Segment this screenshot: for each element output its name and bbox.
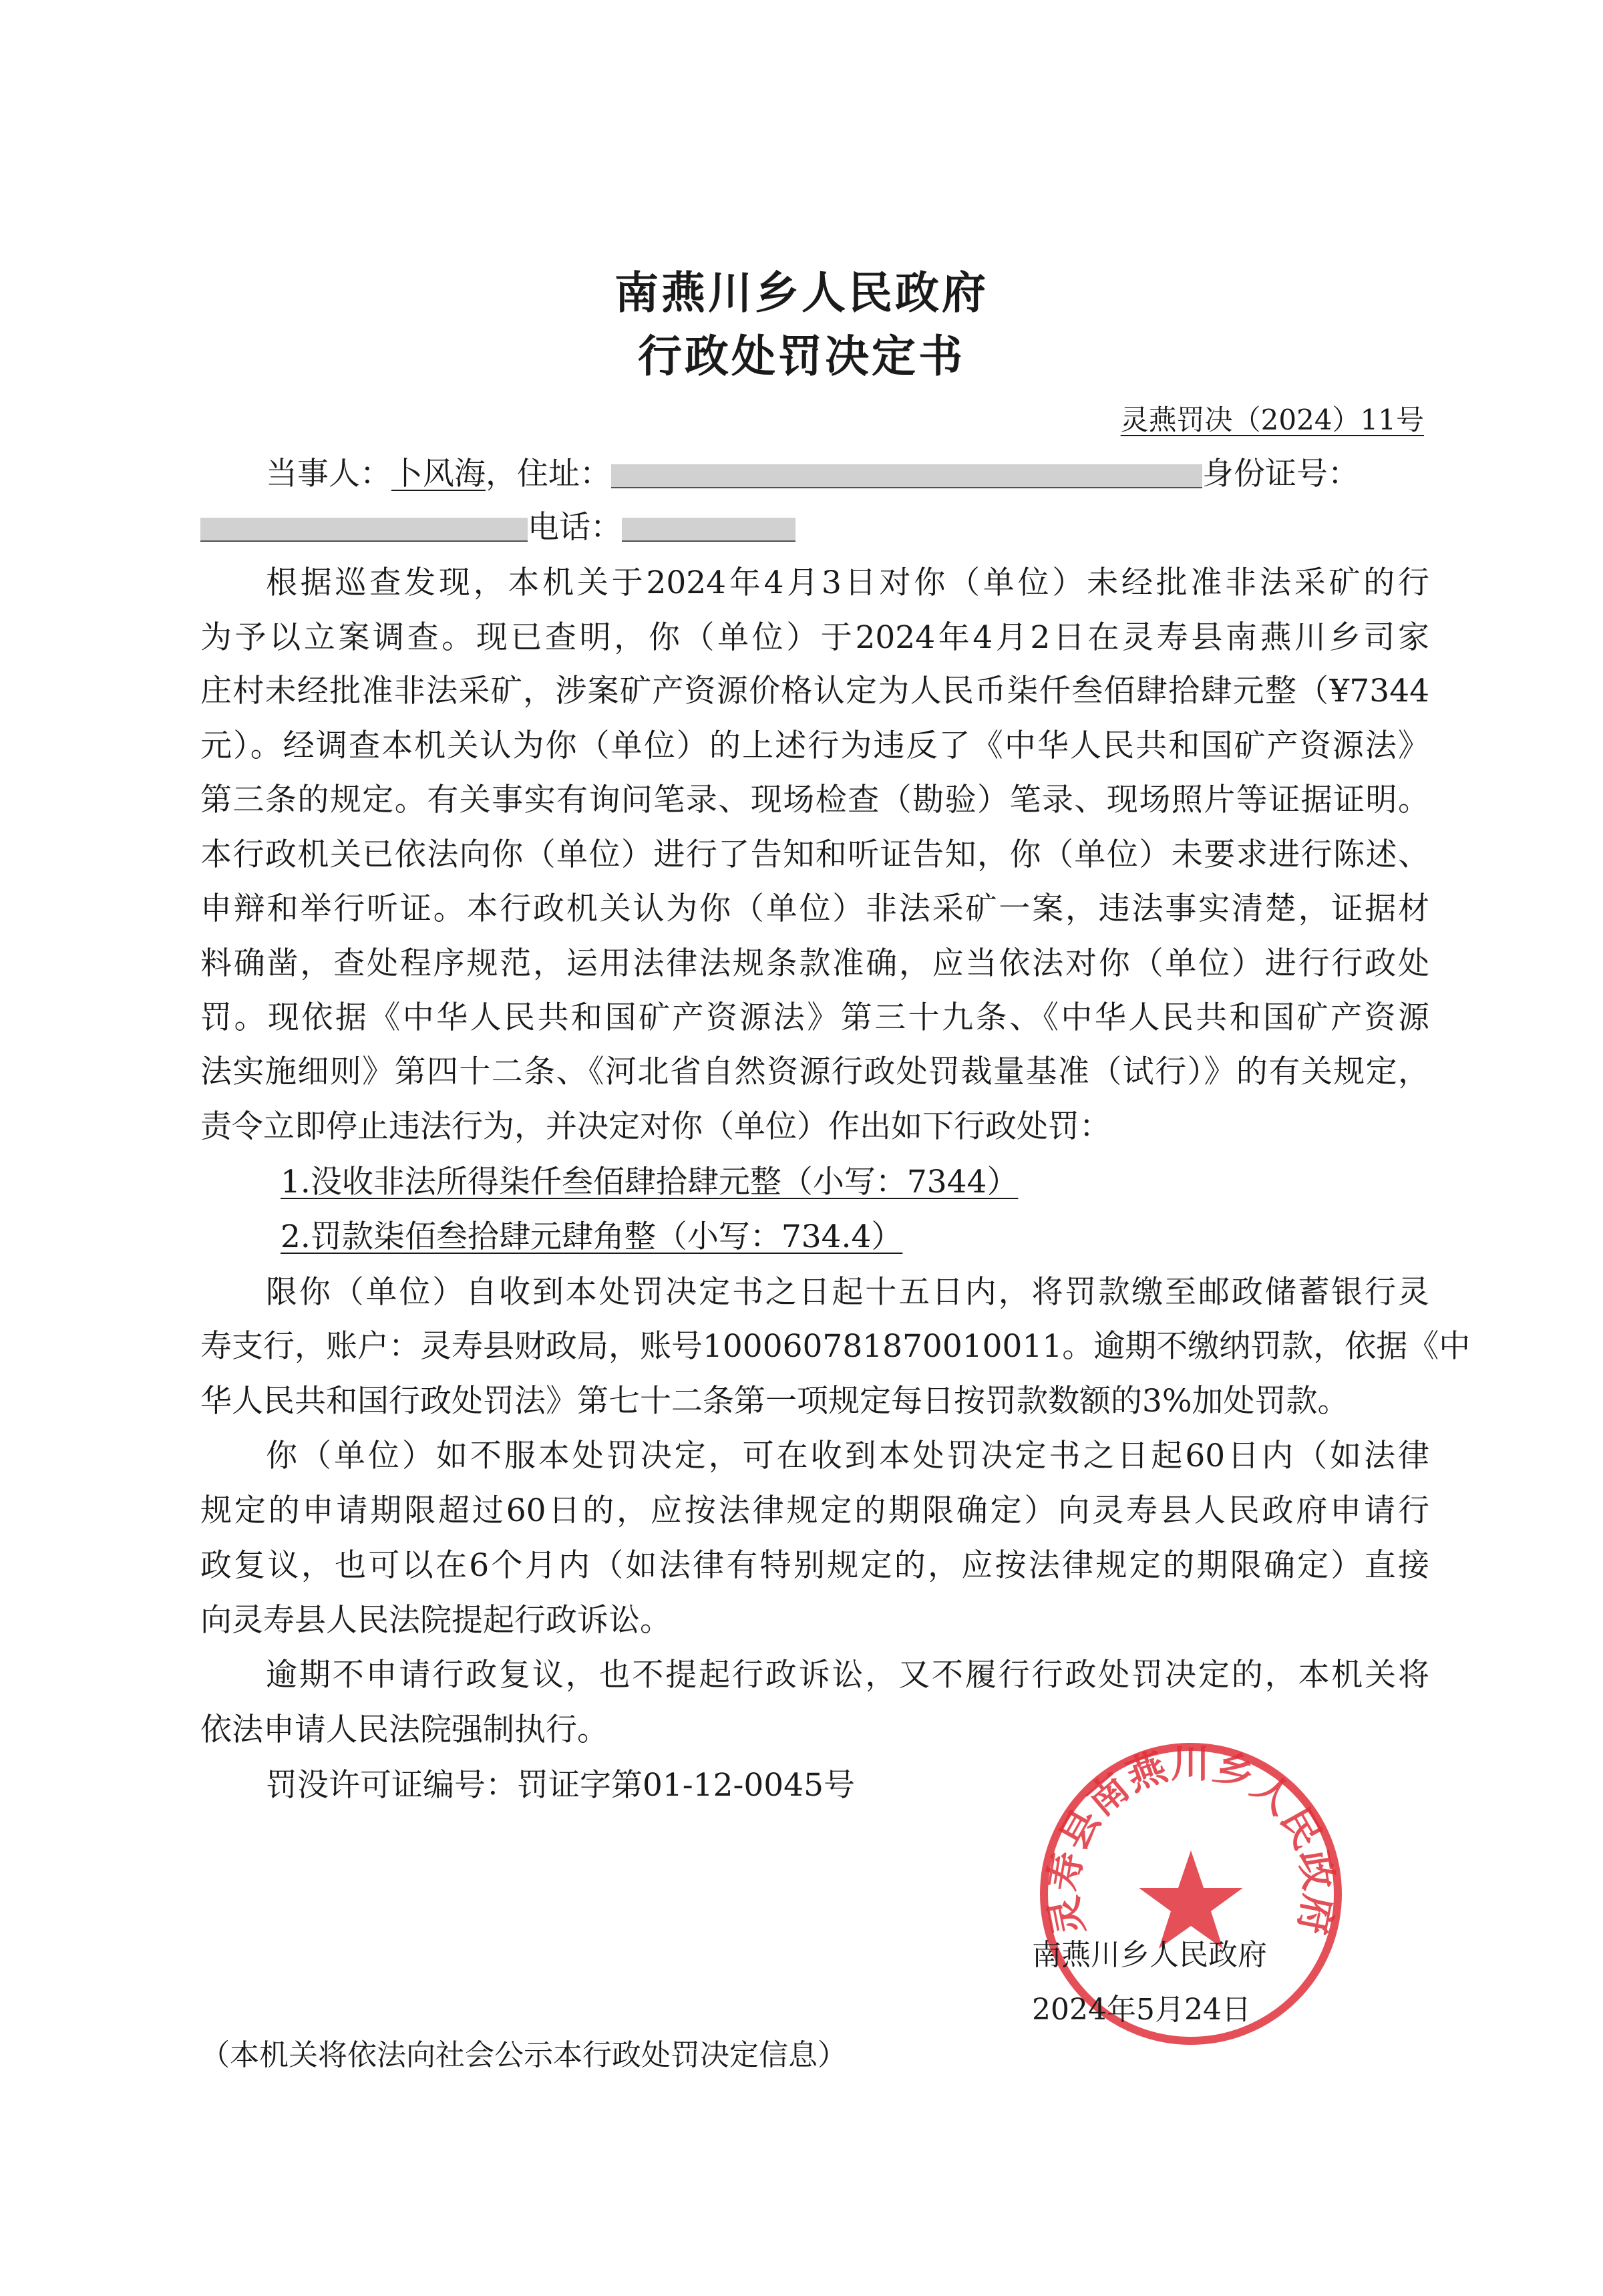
para1-line2: 为予以立案调查。现已查明，你（单位）于2024年4月2日在灵寿县南燕川乡司家	[200, 619, 1429, 656]
para2-line3: 华人民共和国行政处罚法》第七十二条第一项规定每日按罚款数额的3%加处罚款。	[200, 1383, 1349, 1420]
para1-line8: 料确凿，查处程序规范，运用法律法规条款准确，应当依法对你（单位）进行行政处	[200, 945, 1429, 982]
publicity-note: （本机关将依法向社会公示本行政处罚决定信息）	[200, 2038, 847, 2072]
party-line-2	[200, 508, 1429, 548]
address-label: ，住址：	[486, 456, 611, 492]
party-name: 卜风海	[391, 456, 486, 492]
para4-line2: 依法申请人民法院强制执行。	[200, 1711, 608, 1748]
seal-text: 灵寿县南燕川乡人民政府	[1040, 1741, 1342, 1940]
para3-line4: 向灵寿县人民法院提起行政诉讼。	[200, 1602, 671, 1639]
signature-org: 南燕川乡人民政府	[1032, 1938, 1267, 1972]
para1-line5: 第三条的规定。有关事实有询问笔录、现场检查（勘验）笔录、现场照片等证据证明。	[200, 782, 1429, 818]
document-title-org: 南燕川乡人民政府	[614, 267, 989, 319]
para4-line1: 逾期不申请行政复议，也不提起行政诉讼，又不履行行政处罚决定的，本机关将	[266, 1657, 1429, 1693]
permit-number: 罚没许可证编号：罚证字第01-12-0045号	[266, 1767, 855, 1804]
para3-line1: 你（单位）如不服本处罚决定，可在收到本处罚决定书之日起60日内（如法律	[266, 1438, 1429, 1474]
para2-line1: 限你（单位）自收到本处罚决定书之日起十五日内，将罚款缴至邮政储蓄银行灵	[266, 1274, 1429, 1311]
penalty-item-2: 2.罚款柒佰叁拾肆元肆角整（小写：734.4）	[281, 1218, 903, 1255]
party-line	[266, 454, 1495, 494]
para1-line3: 庄村未经批准非法采矿，涉案矿产资源价格认定为人民币柒仟叁佰肆拾肆元整（¥7344	[200, 673, 1429, 709]
para2-line2: 寿支行，账户：灵寿县财政局，账号100060781870010011。逾期不缴纳罚款，依据《中	[200, 1328, 1471, 1365]
document-number: 灵燕罚决（2024）11号	[1120, 403, 1424, 436]
signature-date: 2024年5月24日	[1032, 1993, 1251, 2027]
para3-line2: 规定的申请期限超过60日的，应按法律规定的期限确定）向灵寿县人民政府申请行	[200, 1492, 1429, 1529]
para1-line6: 本行政机关已依法向你（单位）进行了告知和听证告知，你（单位）未要求进行陈述、	[200, 836, 1429, 873]
para3-line3: 政复议，也可以在6个月内（如法律有特别规定的，应按法律规定的期限确定）直接	[200, 1547, 1429, 1584]
para1-line10: 法实施细则》第四十二条、《河北省自然资源行政处罚裁量基准（试行）》的有关规定，	[200, 1053, 1429, 1090]
document-title-type: 行政处罚决定书	[638, 330, 965, 382]
redacted-id-number	[200, 518, 528, 542]
id-label: 身份证号：	[1202, 456, 1359, 492]
para1-line11: 责令立即停止违法行为，并决定对你（单位）作出如下行政处罚：	[200, 1108, 1111, 1145]
para1-line1: 根据巡查发现，本机关于2024年4月3日对你（单位）未经批准非法采矿的行	[266, 564, 1429, 601]
phone-label: 电话：	[528, 509, 622, 546]
para1-line4: 元）。经调查本机关认为你（单位）的上述行为违反了《中华人民共和国矿产资源法》	[200, 727, 1429, 764]
penalty-item-1: 1.没收非法所得柒仟叁佰肆拾肆元整（小写：7344）	[281, 1164, 1019, 1200]
para1-line9: 罚。现依据《中华人民共和国矿产资源法》第三十九条、《中华人民共和国矿产资源	[200, 999, 1429, 1036]
para1-line7: 申辩和举行听证。本行政机关认为你（单位）非法采矿一案，违法事实清楚，证据材	[200, 890, 1429, 927]
party-label: 当事人：	[266, 456, 391, 492]
redacted-phone	[622, 518, 795, 542]
redacted-address	[611, 464, 1202, 488]
